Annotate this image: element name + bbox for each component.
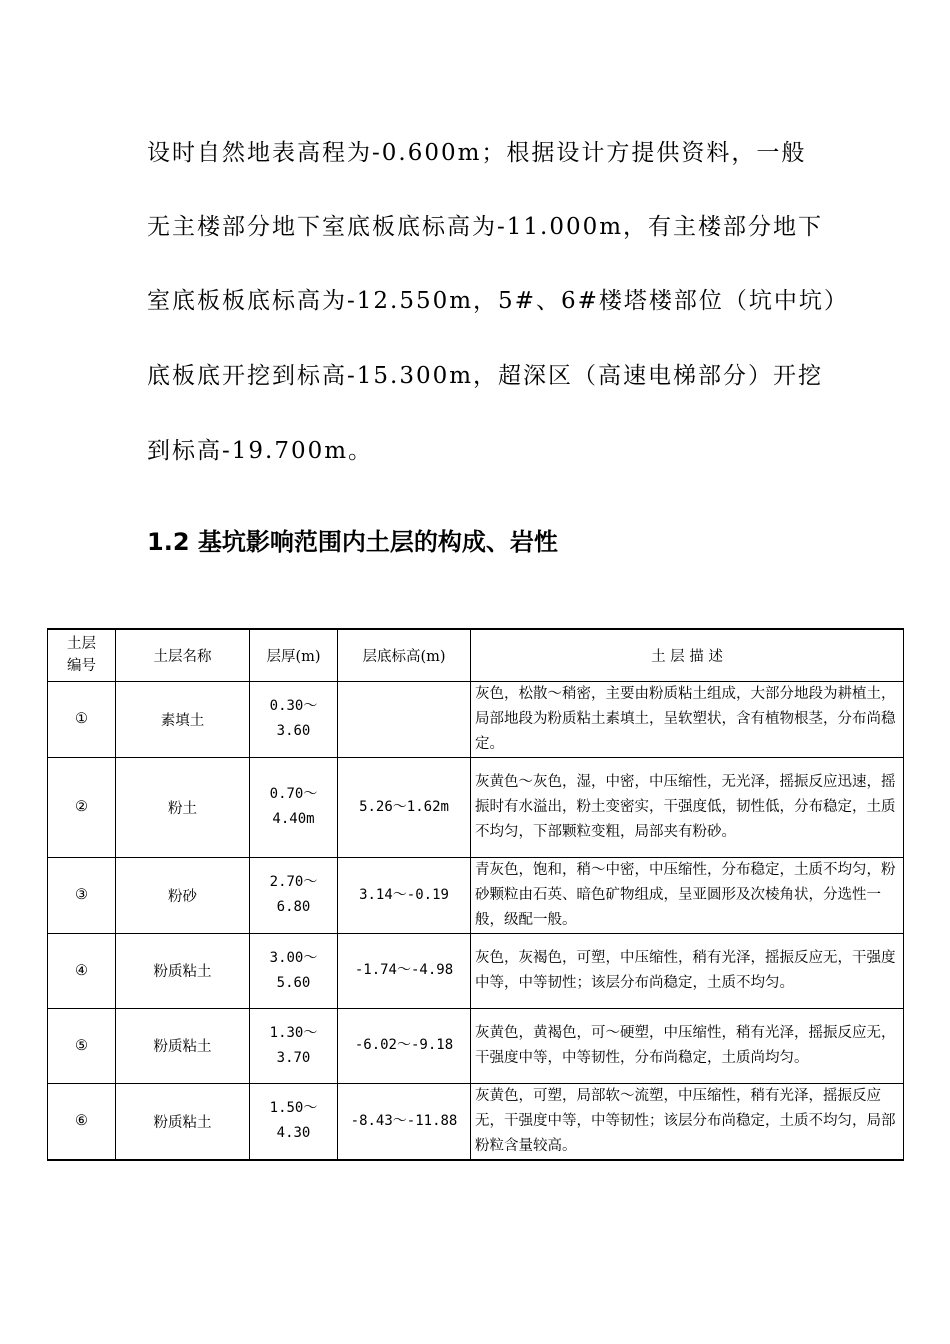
table-row <box>48 1083 904 1160</box>
cell-layer-no: ⑥ <box>48 1083 116 1160</box>
thickness-min: 3.00～ <box>269 949 318 966</box>
thickness-min: 2.70～ <box>269 874 318 890</box>
table-row <box>48 857 904 933</box>
table-header-row <box>48 629 904 681</box>
cell-name: 粉质粘土 <box>116 1083 250 1160</box>
cell-thickness <box>250 681 338 757</box>
header-description: 土 层 描 述 <box>471 629 904 681</box>
soil-layer-table <box>47 628 904 1161</box>
paragraph-line: 室底板板底标高为-12.550m，5#、6#楼塔楼部位（坑中坑） <box>147 288 849 314</box>
paragraph-line: 无主楼部分地下室底板底标高为-11.000m，有主楼部分地下 <box>147 214 824 240</box>
table-row <box>48 681 904 757</box>
thickness-max: 4.40m <box>272 811 315 827</box>
cell-layer-no: ⑤ <box>48 1008 116 1083</box>
cell-bottom-elevation <box>338 681 471 757</box>
cell-thickness <box>250 933 338 1008</box>
cell-bottom-elevation: -6.02～-9.18 <box>338 1008 471 1083</box>
cell-thickness <box>250 1083 338 1160</box>
cell-description: 青灰色，饱和，稍～中密，中压缩性，分布稳定，土质不均匀，粉砂颗粒由石英、暗色矿物组成，呈亚圆形及次棱角状，分选性一般，级配一般。 <box>471 857 904 933</box>
cell-layer-no: ② <box>48 757 116 857</box>
thickness-min: 1.30～ <box>269 1024 318 1041</box>
cell-name: 粉砂 <box>116 857 250 933</box>
cell-description: 灰色，松散～稍密，主要由粉质粘土组成，大部分地段为耕植土，局部地段为粉质粘土素填土，呈软塑状，含有植物根茎，分布尚稳定。 <box>471 681 904 757</box>
cell-layer-no: ③ <box>48 857 116 933</box>
cell-thickness <box>250 857 338 933</box>
cell-layer-no: ④ <box>48 933 116 1008</box>
cell-description: 灰色，灰褐色，可塑，中压缩性，稍有光泽，摇振反应无，干强度中等，中等韧性；该层分布尚稳定，土质不均匀。 <box>471 933 904 1008</box>
header-layer-no-line2: 编号 <box>67 658 96 675</box>
thickness-max: 6.80 <box>276 899 311 915</box>
thickness-max: 3.60 <box>276 723 311 739</box>
cell-name: 粉质粘土 <box>116 933 250 1008</box>
section-heading: 1.2 基坑影响范围内土层的构成、岩性 <box>147 528 558 556</box>
thickness-max: 5.60 <box>276 974 311 991</box>
cell-bottom-elevation: 5.26～1.62m <box>338 757 471 857</box>
thickness-min: 0.30～ <box>269 698 318 714</box>
header-name: 土层名称 <box>116 629 250 681</box>
thickness-max: 3.70 <box>276 1049 311 1066</box>
table-row <box>48 757 904 857</box>
paragraph-line: 底板底开挖到标高-15.300m，超深区（高速电梯部分）开挖 <box>147 363 824 389</box>
thickness-min: 1.50～ <box>269 1100 318 1117</box>
header-layer-no-line1: 土层 <box>67 636 96 653</box>
cell-layer-no: ① <box>48 681 116 757</box>
paragraph-line: 到标高-19.700m。 <box>147 438 374 464</box>
thickness-max: 4.30 <box>276 1125 311 1142</box>
cell-description: 灰黄色，可塑，局部软～流塑，中压缩性，稍有光泽，摇振反应无，干强度中等，中等韧性；该层分布尚稳定，土质不均匀，局部粉粒含量较高。 <box>471 1083 904 1160</box>
cell-bottom-elevation: -1.74～-4.98 <box>338 933 471 1008</box>
cell-bottom-elevation: -8.43～-11.88 <box>338 1083 471 1160</box>
cell-thickness <box>250 1008 338 1083</box>
table-row <box>48 1008 904 1083</box>
header-thickness: 层厚(m) <box>250 629 338 681</box>
paragraph-line: 设时自然地表高程为-0.600m；根据设计方提供资料，一般 <box>147 140 807 166</box>
cell-thickness <box>250 757 338 857</box>
cell-name: 粉土 <box>116 757 250 857</box>
cell-description: 灰黄色，黄褐色，可～硬塑，中压缩性，稍有光泽，摇振反应无，干强度中等，中等韧性，分布尚稳定，土质尚均匀。 <box>471 1008 904 1083</box>
cell-bottom-elevation: 3.14～-0.19 <box>338 857 471 933</box>
cell-description: 灰黄色～灰色，湿，中密，中压缩性，无光泽，摇振反应迅速，摇振时有水溢出，粉土变密实，干强度低，韧性低，分布稳定，土质不均匀，下部颗粒变粗，局部夹有粉砂。 <box>471 757 904 857</box>
header-bottom-elevation: 层底标高(m) <box>338 629 471 681</box>
thickness-min: 0.70～ <box>269 786 318 802</box>
table-row <box>48 933 904 1008</box>
cell-name: 素填土 <box>116 681 250 757</box>
cell-name: 粉质粘土 <box>116 1008 250 1083</box>
header-layer-no <box>48 629 116 681</box>
